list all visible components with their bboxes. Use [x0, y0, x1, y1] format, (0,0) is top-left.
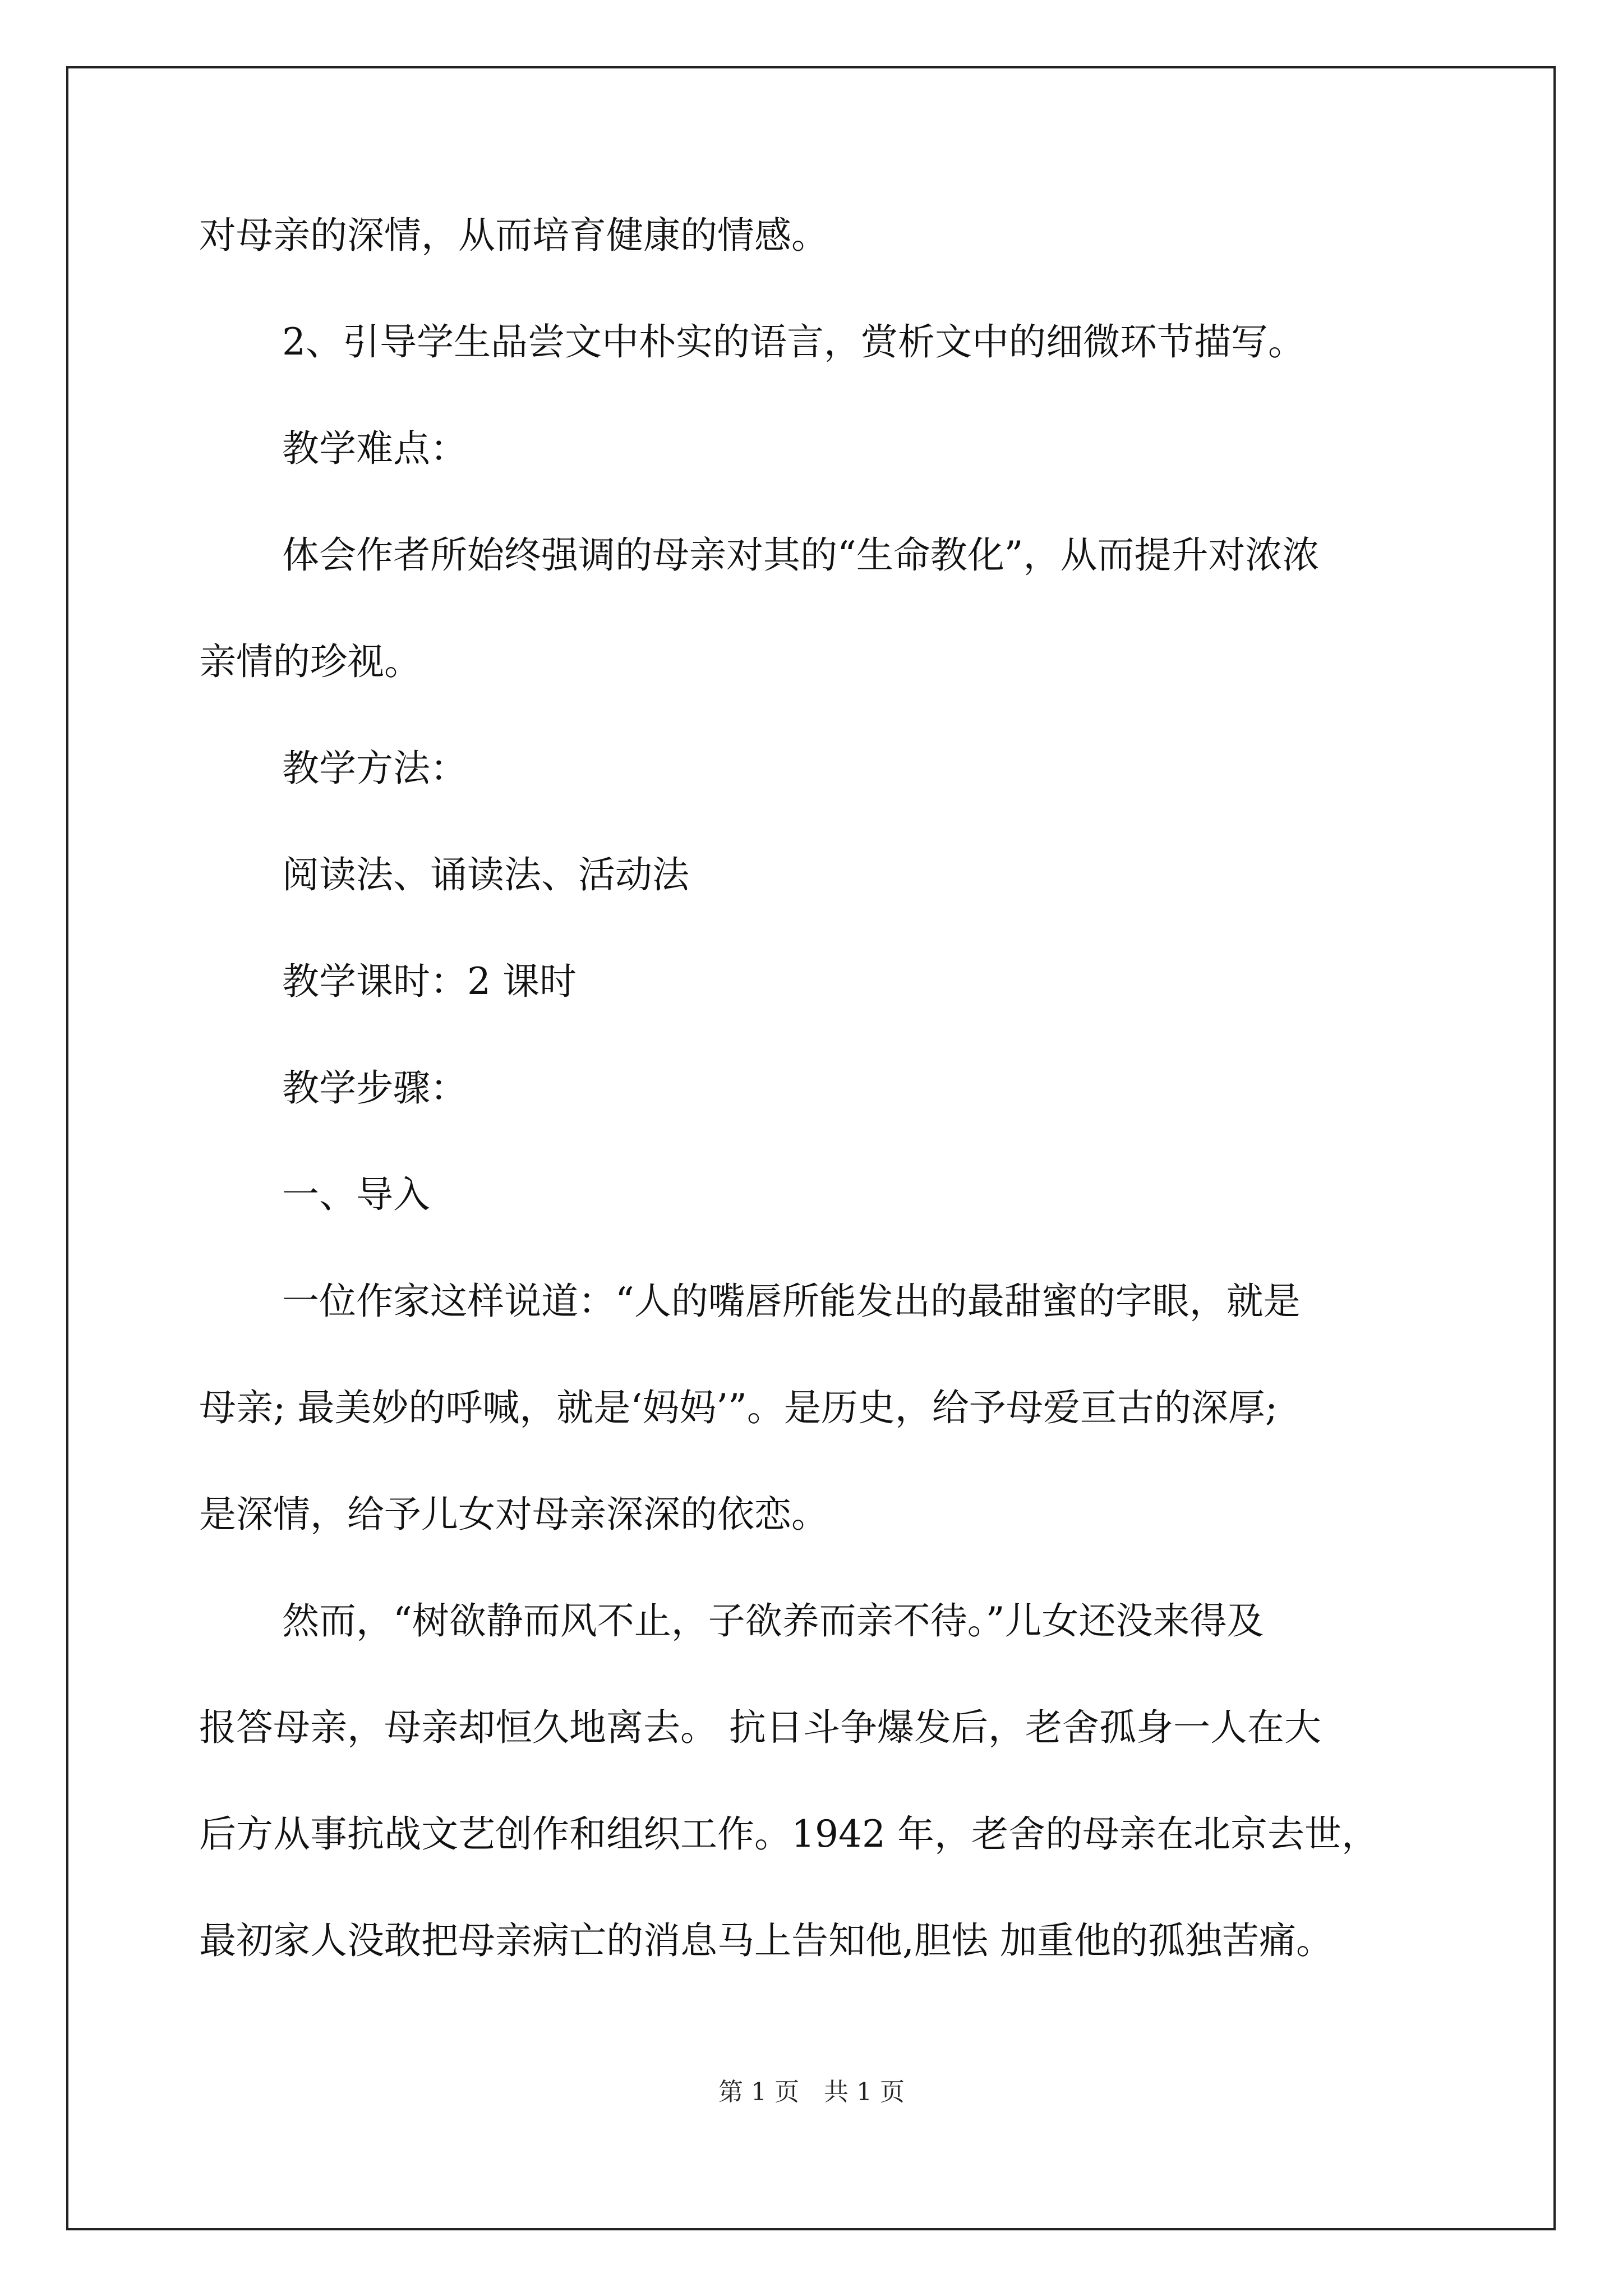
- text-line-3: 教学难点：: [282, 427, 467, 470]
- text-line-11: 一位作家这样说道：“人的嘴唇所能发出的最甜蜜的字眼，就是: [282, 1280, 1301, 1323]
- text-line-15: 报答母亲，母亲却恒久地离去。 抗日斗争爆发后，老舍孤身一人在大: [199, 1706, 1321, 1749]
- text-line-16: 后方从事抗战文艺创作和组织工作。1942 年，老舍的母亲在北京去世，: [199, 1812, 1378, 1856]
- text-line-10: 一、导入: [282, 1173, 430, 1216]
- text-line-9: 教学步骤：: [282, 1066, 467, 1110]
- page-border: [66, 66, 1556, 2230]
- text-line-6: 教学方法：: [282, 747, 467, 790]
- text-line-12: 母亲; 最美妙的呼喊，就是‘妈妈’”。是历史，给予母爱亘古的深厚;: [199, 1386, 1278, 1429]
- text-line-7: 阅读法、诵读法、活动法: [282, 853, 689, 896]
- text-line-1: 对母亲的深情，从而培育健康的情感。: [199, 214, 828, 257]
- page-footer: 第 1 页 共 1 页: [718, 2078, 905, 2106]
- text-line-8: 教学课时：2 课时: [282, 960, 577, 1003]
- text-line-5: 亲情的珍视。: [199, 640, 421, 683]
- text-line-4: 体会作者所始终强调的母亲对其的“生命教化”，从而提升对浓浓: [282, 533, 1320, 577]
- text-line-13: 是深情，给予儿女对母亲深深的依恋。: [199, 1493, 828, 1536]
- text-line-17: 最初家人没敢把母亲病亡的消息马上告知他,胆怯 加重他的孤独苦痛。: [199, 1919, 1333, 1962]
- text-line-14: 然而，“树欲静而风不止，子欲养而亲不待。”儿女还没来得及: [282, 1599, 1264, 1642]
- text-line-2: 2、引导学生品尝文中朴实的语言，赏析文中的细微环节描写。: [282, 320, 1305, 364]
